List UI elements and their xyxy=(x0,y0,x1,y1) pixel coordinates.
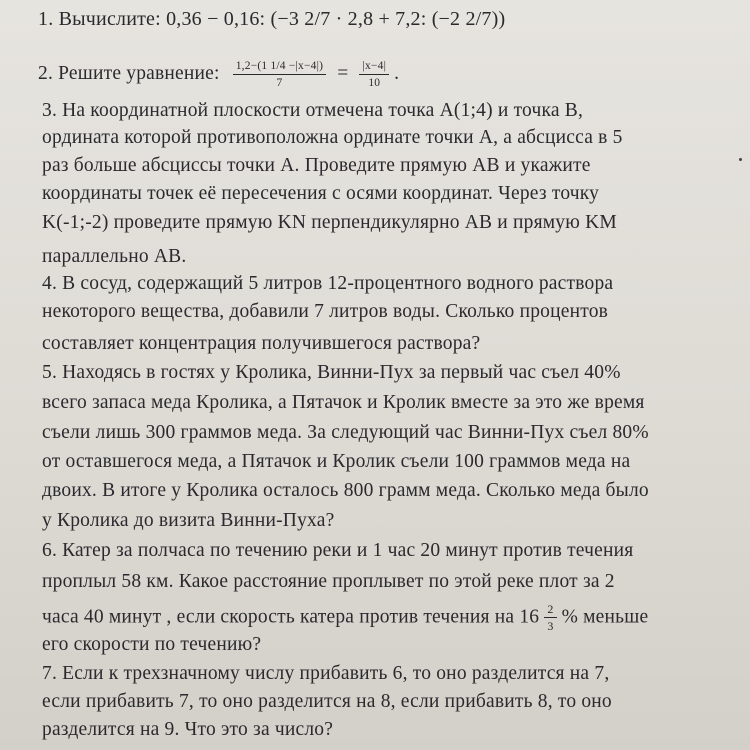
equation-left-fraction xyxy=(233,60,326,89)
left-numerator: 1,2−(1 1/4 −|x−4|) xyxy=(233,60,326,75)
task-4-line-2: некоторого вещества, добавили 7 литров воды. Сколько процентов xyxy=(42,301,609,322)
left-denominator: 7 xyxy=(276,76,283,89)
task-7-line-1: 7. Если к трехзначному числу прибавить 6, то оно разделится на 7, xyxy=(42,663,610,684)
task-6-line-2: проплыл 58 км. Какое расстояние проплывет по этой реке плот за 2 xyxy=(42,571,615,592)
task-7-line-3: разделится на 9. Что это за число? xyxy=(42,719,334,740)
percent-tail: % меньше xyxy=(561,606,649,628)
task-5-line-2: всего запаса меда Кролика, а Пятачок и Кролик вместе за это же время xyxy=(42,392,645,413)
task-5-line-1: 5. Находясь в гостях у Кролика, Винни-Пух за первый час съел 40% xyxy=(42,362,621,383)
equation-end: . xyxy=(394,63,400,85)
task-3-line-4: координаты точек её пересечения с осями координат. Через точку xyxy=(42,183,600,204)
task-5-line-4: от оставшегося меда, а Пятачок и Кролик съели 100 граммов меда на xyxy=(42,451,631,472)
task-4-line-3: составляет концентрация получившегося раствора? xyxy=(42,333,481,354)
paper-speck xyxy=(739,158,742,161)
right-denominator: 10 xyxy=(368,76,381,89)
task-3-line-6: параллельно AB. xyxy=(42,246,187,267)
task-6-line-4: его скорости по течению? xyxy=(42,634,262,655)
task-5-line-3: съели лишь 300 граммов меда. За следующий час Винни-Пух съел 80% xyxy=(42,422,649,443)
task-5-line-5: двоих. В итоге у Кролика осталось 800 грамм меда. Сколько меда было xyxy=(42,480,649,501)
task-5-line-6: у Кролика до визита Винни-Пуха? xyxy=(42,510,335,531)
task-1-line: 1. Вычислите: 0,36 − 0,16: (−3 2/7 · 2,8 + 7,2: (−2 2/7)) xyxy=(38,8,506,30)
task-3-line-2: ордината которой противоположна ординате точки A, а абсцисса в 5 xyxy=(42,127,623,148)
task-3-line-5: K(-1;-2) проведите прямую KN перпендикулярно AB и прямую KM xyxy=(42,212,617,233)
task-2-prefix: 2. Решите уравнение: xyxy=(38,63,220,85)
task-4-line-1: 4. В сосуд, содержащий 5 литров 12-процентного водного раствора xyxy=(42,273,614,294)
equals-sign: = xyxy=(337,63,349,85)
task-3-line-3: раз больше абсциссы точки A. Проведите прямую AB и укажите xyxy=(42,155,591,176)
task-2-line xyxy=(38,60,399,89)
percent-fraction-den: 3 xyxy=(547,619,554,634)
right-numerator: |x−4| xyxy=(359,60,389,75)
task-6-line-3: часа 40 минут , если скорость катера против течения на 16 $\frac{2}{3}$ % меньше xyxy=(42,602,649,634)
percent-fraction xyxy=(544,603,556,633)
task-3-line-1: 3. На координатной плоскости отмечена точка A(1;4) и точка B, xyxy=(42,100,584,121)
percent-fraction-num: 2 xyxy=(544,603,556,618)
equation-right-fraction xyxy=(359,60,389,89)
task-7-line-2: если прибавить 7, то оно разделится на 8, если прибавить 8, то оно xyxy=(42,691,612,712)
task-6-line-1: 6. Катер за полчаса по течению реки и 1 час 20 минут против течения xyxy=(42,540,634,561)
